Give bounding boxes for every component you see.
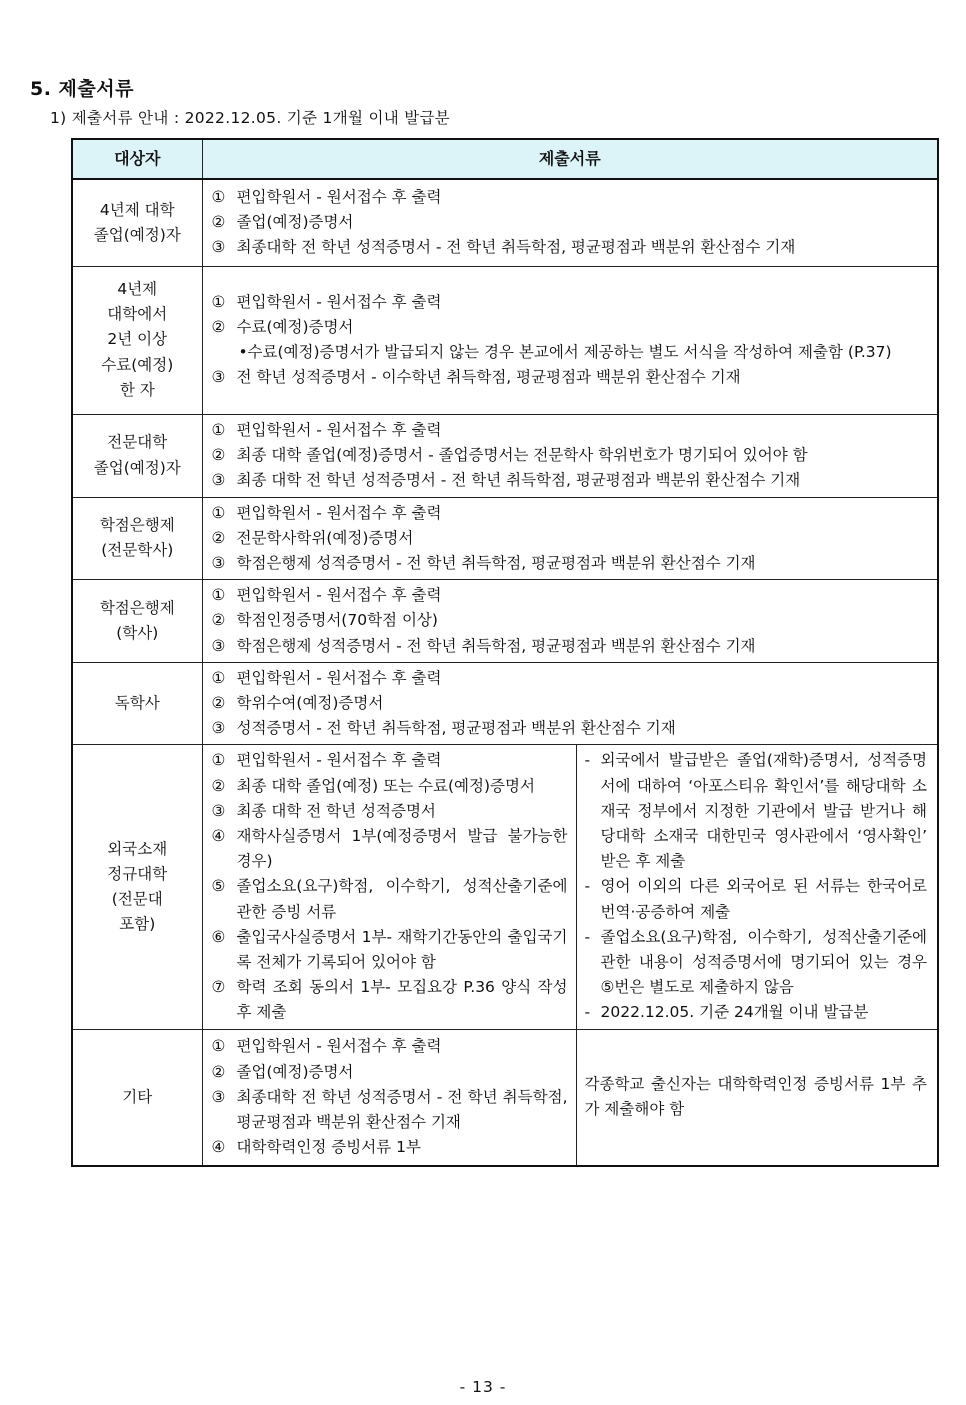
dash-icon: - (584, 927, 591, 946)
documents-cell (202, 497, 938, 580)
item-text: 편입학원서 - 원서접수 후 출력 (236, 292, 442, 311)
item-text: 수료(예정)증명서가 발급되지 않는 경우 본교에서 제공하는 별도 서식을 작성하여 제출함 (P.37) (247, 343, 892, 361)
item-text: 최종 대학 전 학년 성적증명서 (236, 801, 436, 820)
item-mark: ② (211, 445, 226, 464)
item-mark: ③ (211, 1087, 226, 1106)
item-mark: ③ (211, 719, 226, 738)
target-cell (72, 662, 202, 745)
target-line: 학점은행제 (99, 598, 175, 617)
side-note-text: 각종학교 출신자는 대학학력인정 증빙서류 1부 추가 제출해야 함 (584, 1075, 928, 1119)
item-text: 최종대학 전 학년 성적증명서 - 전 학년 취득학점, 평균평점과 백분위 환산점수 기재 (236, 1087, 568, 1131)
table-header-row (72, 139, 938, 179)
documents-cell (202, 179, 938, 266)
item-mark: ③ (211, 636, 226, 655)
target-cell (72, 266, 202, 414)
subtitle: 1) 제출서류 안내 : 2022.12.05. 기준 1개월 이내 발급분 (50, 109, 451, 127)
target-line: 정규대학 (107, 864, 168, 883)
target-line: 기타 (122, 1087, 153, 1106)
documents-table (71, 138, 939, 1167)
item-mark: ② (211, 1062, 226, 1081)
item-text: 최종 대학 졸업(예정)증명서 - 졸업증명서는 전문학사 학위번호가 명기되어 있어야 함 (236, 445, 808, 464)
target-line: 외국소재 (107, 839, 168, 858)
target-line: (학사) (116, 623, 159, 642)
item-mark: ⑥ (211, 927, 226, 946)
target-cell (72, 179, 202, 266)
target-cell (72, 745, 202, 1029)
target-line: 전문대학 (107, 433, 168, 452)
item-text: 편입학원서 - 원서접수 후 출력 (236, 187, 442, 206)
table-row (72, 1029, 938, 1166)
table-row (72, 745, 938, 1029)
item-text: 학점은행제 성적증명서 - 전 학년 취득학점, 평균평점과 백분위 환산점수 기재 (236, 636, 756, 655)
item-mark: ③ (211, 801, 226, 820)
item-text: 출입국사실증명서 1부- 재학기간동안의 출입국기록 전체가 기록되어 있어야 함 (236, 927, 568, 971)
item-text: 전문학사학위(예정)증명서 (236, 528, 414, 547)
item-text: 편입학원서 - 원서접수 후 출력 (236, 503, 442, 522)
item-text: 성적증명서 - 전 학년 취득학점, 평균평점과 백분위 환산점수 기재 (236, 719, 676, 738)
target-line: 한 자 (119, 380, 155, 399)
item-text: 전 학년 성적증명서 - 이수학년 취득학점, 평균평점과 백분위 환산점수 기재 (236, 368, 741, 387)
section-title: 5. 제출서류 (30, 78, 134, 100)
target-line: 4년제 대학 (99, 200, 175, 219)
item-mark: ② (211, 693, 226, 712)
item-mark: ① (211, 668, 226, 687)
item-mark: ① (211, 420, 226, 439)
target-line: 졸업(예정)자 (93, 225, 181, 244)
item-mark: ② (211, 528, 226, 547)
header-target: 대상자 (72, 139, 202, 179)
item-text: 최종 대학 졸업(예정) 또는 수료(예정)증명서 (236, 776, 535, 795)
target-line: 대학에서 (107, 305, 168, 324)
item-text: 최종 대학 전 학년 성적증명서 - 전 학년 취득학점, 평균평점과 백분위 환산점수 기재 (236, 471, 801, 490)
notes-cell (576, 745, 938, 1029)
dash-icon: - (584, 751, 591, 770)
item-mark: ② (211, 317, 226, 336)
item-text: 최종대학 전 학년 성적증명서 - 전 학년 취득학점, 평균평점과 백분위 환산점수 기재 (236, 238, 796, 257)
note-text: 졸업소요(요구)학점, 이수학기, 성적산출기준에 관한 내용이 성적증명서에 명기되어 있는 경우 ⑤번은 별도로 제출하지 않음 (600, 927, 928, 997)
item-text: 수료(예정)증명서 (236, 317, 354, 336)
target-cell (72, 414, 202, 497)
item-text: 대학학력인정 증빙서류 1부 (236, 1138, 421, 1157)
note-text: 영어 이외의 다른 외국어로 된 서류는 한국어로 번역·공증하여 제출 (600, 877, 928, 921)
side-note-cell (576, 1029, 938, 1166)
item-text: 졸업소요(요구)학점, 이수학기, 성적산출기준에 관한 증빙 서류 (236, 877, 568, 921)
table-row (72, 662, 938, 745)
target-line: 포함) (119, 915, 156, 934)
target-line: 4년제 (117, 279, 158, 298)
note-text: 외국에서 발급받은 졸업(재학)증명서, 성적증명서에 대하여 ‘아포스티유 확인서’를 해당대학 소재국 정부에서 지정한 기관에서 발급 받거나 해당대학 소재국 대한민국 영사관에서 ‘영사확인’ 받은 후 제출 (600, 751, 928, 871)
table-row (72, 580, 938, 663)
item-mark: ③ (211, 553, 226, 572)
item-text: 편입학원서 - 원서접수 후 출력 (236, 751, 442, 770)
item-mark: ② (211, 776, 226, 795)
item-mark: ① (211, 586, 226, 605)
item-mark: ① (211, 1037, 226, 1056)
target-cell (72, 497, 202, 580)
target-line: 독학사 (114, 693, 160, 712)
item-text: 편입학원서 - 원서접수 후 출력 (236, 1037, 442, 1056)
table-row (72, 266, 938, 414)
item-mark: ③ (211, 238, 226, 257)
target-cell (72, 580, 202, 663)
item-mark: ③ (211, 471, 226, 490)
documents-cell (202, 662, 938, 745)
item-mark: ③ (211, 368, 226, 387)
target-line: 학점은행제 (99, 516, 175, 535)
item-text: 학점인정증명서(70학점 이상) (236, 611, 438, 630)
item-mark: ⑦ (211, 978, 226, 997)
item-text: 학력 조회 동의서 1부- 모집요강 P.36 양식 작성 후 제출 (236, 978, 568, 1022)
target-line: (전문대 (111, 889, 163, 908)
item-mark: ④ (211, 826, 226, 845)
header-documents: 제출서류 (202, 139, 938, 179)
item-text: 재학사실증명서 1부(예정증명서 발급 불가능한 경우) (236, 826, 568, 871)
item-mark: ① (211, 751, 226, 770)
item-text: 학점은행제 성적증명서 - 전 학년 취득학점, 평균평점과 백분위 환산점수 기재 (236, 553, 756, 572)
item-text: 편입학원서 - 원서접수 후 출력 (236, 586, 442, 605)
target-cell (72, 1029, 202, 1166)
documents-cell (202, 580, 938, 663)
documents-cell (202, 266, 938, 414)
item-text: 편입학원서 - 원서접수 후 출력 (236, 668, 442, 687)
documents-cell (202, 1029, 576, 1166)
dash-icon: - (584, 877, 591, 896)
documents-cell (202, 745, 576, 1029)
dash-icon: - (584, 1003, 591, 1022)
table-row (72, 179, 938, 266)
item-mark: ② (211, 611, 226, 630)
target-line: (전문학사) (101, 541, 174, 560)
table-row (72, 414, 938, 497)
note-text: 2022.12.05. 기준 24개월 이내 발급분 (600, 1003, 869, 1022)
item-mark: ② (211, 213, 226, 232)
target-line: 졸업(예정)자 (93, 458, 181, 477)
item-mark: ① (211, 187, 226, 206)
item-mark: ⑤ (211, 877, 226, 896)
item-text: 졸업(예정)증명서 (236, 213, 354, 232)
target-line: 수료(예정) (101, 355, 174, 374)
table-row (72, 497, 938, 580)
item-mark: ① (211, 503, 226, 522)
documents-cell (202, 414, 938, 497)
bullet-icon: • (238, 343, 248, 361)
item-mark: ④ (211, 1138, 226, 1157)
target-line: 2년 이상 (107, 330, 168, 349)
item-text: 학위수여(예정)증명서 (236, 693, 384, 712)
page-number: - 13 - (459, 1378, 507, 1396)
item-mark: ① (211, 292, 226, 311)
item-text: 졸업(예정)증명서 (236, 1062, 354, 1081)
item-text: 편입학원서 - 원서접수 후 출력 (236, 420, 442, 439)
